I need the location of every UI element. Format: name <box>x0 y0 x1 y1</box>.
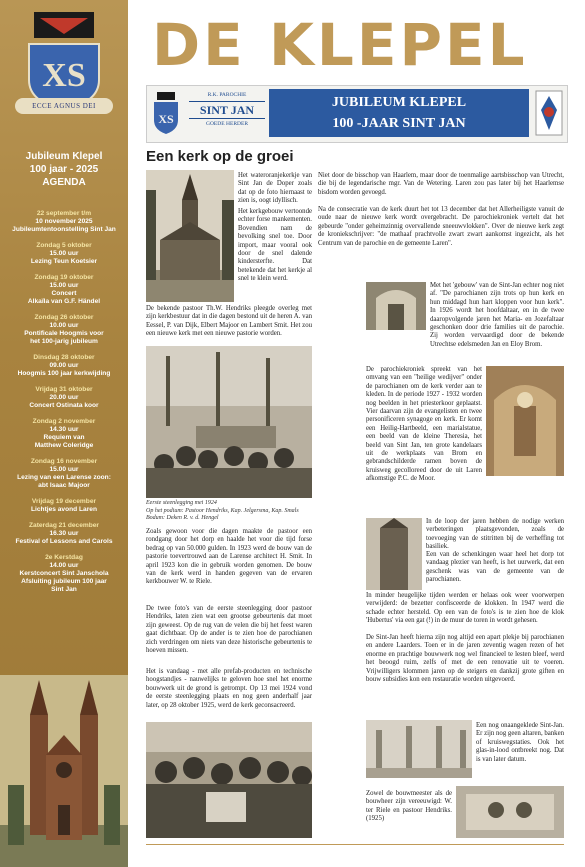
article-paragraph: Met het 'gebouw' van de Sint-Jan echter nog niet af. "De parochianen zijn trots op hun kerk en hun middagd hun hart kloppen voor hun kerk". In 1926 wordt het hoofdaltaar, en in de twee daaropvolgende jaren het Maria- en Jozefaltaar geschonken door drie families uit de parochie. Zij worden vervaardigd door de bekende Utrechtse edelsmeden Jan en Eloy Brom. <box>430 282 564 348</box>
jubilee-title-box: JUBILEUM KLEPEL 100 -JAAR SINT JAN <box>269 89 529 137</box>
agenda-text: Matthew Coleridge <box>34 442 94 449</box>
page-footer <box>146 844 564 865</box>
agenda-text: het 100-jarig jubileum <box>30 338 98 345</box>
agenda-text: 09.00 uur <box>49 362 79 369</box>
article-paragraph: Zoals gewoon voor die dagen maakte de pastoor een rondgang door het dorp en haalde het voor die tijd forse bedrag op van 50.000 gulden. In 1923 werd de bouw van de pastorie toevertrouwd aan de Larense architect H. Smit. In april 1923 kon die in gebruik worden genomen. De bouw van de kerk werd in handen gegeven van de ervaren kerkbouwer W. te Riele. <box>146 528 312 586</box>
article-paragraph: Het kerkgebouw vertoonde echter forse mankementen. Bovendien nam de bevolking snel toe. Door import, maar vooral ook door de snel dalende kindersterfte. Dat betekende dat het kerkje al snel te klein werd. <box>238 208 312 283</box>
article-paragraph: In de loop der jaren hebben de nodige werken verbeteringen plaatsgevonden, zoals de toevoeging van de stitritten bij de verheffing tot basiliek. <box>426 518 564 551</box>
agenda-text: Concert Ostinata koor <box>29 402 99 409</box>
agenda-text: 14.30 uur <box>49 426 79 433</box>
agenda-text: abt Isaac Majoor <box>38 482 90 489</box>
agenda-date: 22 september t/m <box>36 210 92 217</box>
church-photo <box>0 675 128 867</box>
agenda-text: 14.00 uur <box>49 562 79 569</box>
svg-text:XS: XS <box>158 112 174 126</box>
agenda-date: Zondag 2 november <box>32 418 96 425</box>
agenda-text: Alkaïla van G.F. Händel <box>27 298 101 305</box>
agenda-item <box>4 274 124 306</box>
agenda-item <box>4 418 124 450</box>
jubilee-seal-icon <box>535 90 563 136</box>
agenda-text: Lichtjes avond Laren <box>31 506 97 513</box>
agenda-date: 2e Kerstdag <box>45 554 83 561</box>
agenda-text: Kerstconcert Sint Janschola <box>19 570 109 577</box>
photo-caption: Eerste steenlegging mei 1924 Op het podium: Pastoor Hendriks, Kap. Jelgersma, Kap. Smals Bodum: Deken R. v. d. Hengel <box>146 500 299 521</box>
agenda-item <box>4 386 124 410</box>
agenda-item <box>4 498 124 514</box>
agenda-text: Lezing Teun Koetsier <box>30 258 98 265</box>
agenda-date: Vrijdag 19 december <box>31 498 97 505</box>
statue-niche-photo <box>486 366 564 476</box>
agenda-text: Afsluiting jubileum 100 jaar <box>21 578 107 585</box>
article-paragraph: Het wateroranjekerkje van Sint Jan de Doper zoals dat op de foto hiernaast te zien is, oogt idyllisch. <box>238 172 312 205</box>
photo-caption: Een nog onaangeklede Sint-Jan. Er zijn nog geen altaren, banken of kruiswegstaties. Ook het glas-in-lood ontbreekt nog. Dat is van later datum. <box>476 722 564 763</box>
altar-photo <box>366 282 426 330</box>
agenda-text: Festival of Lessons and Carols <box>15 538 113 545</box>
agenda-date: Zondag 16 november <box>30 458 98 465</box>
agenda-text: Concert <box>51 290 77 297</box>
agenda-text: 15.00 uur <box>49 250 79 257</box>
agenda-date: Zondag 19 oktober <box>34 274 94 281</box>
article-paragraph: De Sint-Jan heeft hierna zijn nog altijd een apart plekje bij parochianen en andere Laarders. Toen er in de jaren zeventig wagen rezen of het enorme en prachtige bouwwerk nog wel financieel te lesten bleef, werd het beoogd ruim, zelfs of met de een renovatie uit te voeren. Vrijwilligers klommen jaren op de steigers en dankzij grote giften en bouw subsidies kon een restauratie worden uitgevoerd. <box>366 634 564 684</box>
crest-small-icon <box>151 90 181 136</box>
agenda-text: Sint Jan <box>51 586 77 593</box>
agenda-list <box>4 210 124 602</box>
agenda-text: Pontificale Hoogmis voor <box>24 330 104 337</box>
first-stone-ceremony-photo <box>146 346 312 498</box>
agenda-text: Hoogmis 100 jaar kerkwijding <box>17 370 111 377</box>
agenda-text: 10.00 uur <box>49 322 79 329</box>
agenda-text: Jubileumtentoonstelling Sint Jan <box>12 226 116 233</box>
agenda-item <box>4 210 124 234</box>
agenda-text: 15.00 uur <box>49 282 79 289</box>
photo-caption: Zowel de bouwmeester als de bouwheer zijn vereeuwigd: W. ter Riele en pastoor Hendriks. (1925) <box>366 790 452 823</box>
agenda-text: Lezing van een Larense zoon: <box>17 474 111 481</box>
agenda-text: 15.00 uur <box>49 466 79 473</box>
article-paragraph: Na de consecratie van de kerk duurt het tot 13 december dat het Allerheiligste vanuit de oude naar de nieuwe kerk wordt overgebracht. De parochiekroniek vertelt dat het gebeurde "onder geheimzinnig overvallende sneeuwvlokken". Over de nieuwe kerk zegt de kroniekschrijver: "de mathaaf prachtvolle zwart zwart aankomst ingezicht, als het Centrum van de parochie en de gemeente Laren". <box>318 206 564 247</box>
agenda-heading: Jubileum Klepel 100 jaar - 2025 AGENDA <box>25 151 103 188</box>
crowd-photo <box>146 722 312 838</box>
article-paragraph: Het is vandaag - met alle prefab-producten en technische hoogstandjes - nauwelijks te geloven hoe snel het enorme bouwwerk uit de grond is getrompt. Op 13 mei 1924 vond de eerste steenlegging plaats en nog geen anderhalf jaar later, op 28 oktober 1925, werd de kerk geconsacreerd. <box>146 668 312 709</box>
svg-text:XS: XS <box>42 57 86 94</box>
agenda-date: Zaterdag 21 december <box>29 522 99 529</box>
sidebar <box>0 0 128 867</box>
agenda-item <box>4 242 124 266</box>
article-paragraph: De bekende pastoor Th.W. Hendriks pleegde overleg met zijn kerkbestuur dat in die dagen bestond uit de heren A. van Eessel, P. van Dijk, Elbert Majoor en Lambert Smit. Het zou een nieuwe kerk met een nieuwe pastorie worden. <box>146 305 312 338</box>
article-heading: Een kerk op de groei <box>146 148 294 165</box>
article-paragraph: Een van de schenkingen waar heel het dorp tot vandaag plezier van heeft, is het uurwerk, dat een geschenk was van de gemeente van de parochianen. <box>426 551 564 584</box>
agenda-date: Dinsdag 28 oktober <box>33 354 95 361</box>
agenda-item <box>4 554 124 594</box>
agenda-item <box>4 354 124 378</box>
agenda-text: Requiem van <box>43 434 85 441</box>
jubilee-banner <box>146 85 568 143</box>
old-church-photo <box>146 170 234 302</box>
agenda-text: 16.30 uur <box>49 530 79 537</box>
agenda-date: Zondag 5 oktober <box>36 242 92 249</box>
agenda-date: Zondag 26 oktober <box>34 314 94 321</box>
agenda-item <box>4 314 124 346</box>
parish-logo: R.K. PAROCHIE SINT JAN GOEDE HERDER <box>189 92 265 128</box>
agenda-text: 10 november 2025 <box>35 218 93 225</box>
article-paragraph: De parochiekroniek spreekt van het omvang van een "heilige wedijver" onder de parochianen om de kerk verder aan te kleden. In de periode 1927 - 1932 worden nog beelden in het priesterkoor geplaatst. Vier daarvan zijn de evangelisten en twee personificeren synagoge en kerk. Er komt een Heilig-Hartbeeld, een marialstatue, een beeld van de kleine Theresia, het beeld van Sint Jan, ten grote kandelaars uit de werkplaats van Brom en gebrandschilderde ramen boven de kruisweg gecolloreed door de uit Laren afkomstige P.C. de Moor. <box>366 366 482 483</box>
agenda-text: 20.00 uur <box>49 394 79 401</box>
article-paragraph: Niet door de bisschop van Haarlem, maar door de toenmalige aartsbisschop van Utrecht, die bij de legendarische mgr. Van de Wetering. Laren zou pas later bij het Haarlemse bisdom worden gevoegd. <box>318 172 564 196</box>
article-paragraph: In minder heugelijke tijden werden er helaas ook weer voorwerpen verwijderd: de bezetter confisceerde de klokken. In 1947 werd die schade echter hersteld. Op een van de foto's is te zien hoe de klok 'Hubertus' via een gat (!) in de muur de toren in wordt gehesen. <box>366 592 564 625</box>
article-paragraph: De twee foto's van de eerste steenlegging door pastoor Hendriks, laten zien wat een grootse gebeurtenis dat moet zijn geweest. Op de rug van de velen die bij het feest waren gaat dichtbaar. Op de ander is te zien hoe de parochianen zich verdringen om niets van deze historische gebeurtenis te hoeven missen. <box>146 605 312 655</box>
bell-tower-photo <box>366 518 422 590</box>
newsletter-title: DE KLEPEL <box>152 11 528 79</box>
agenda-date: Vrijdag 31 oktober <box>35 386 93 393</box>
agenda-item <box>4 522 124 546</box>
architect-pastor-photo <box>456 786 564 838</box>
agenda-item <box>4 458 124 490</box>
church-interior-photo <box>366 720 472 778</box>
crest-motto: ECCE AGNUS DEI <box>15 98 113 114</box>
